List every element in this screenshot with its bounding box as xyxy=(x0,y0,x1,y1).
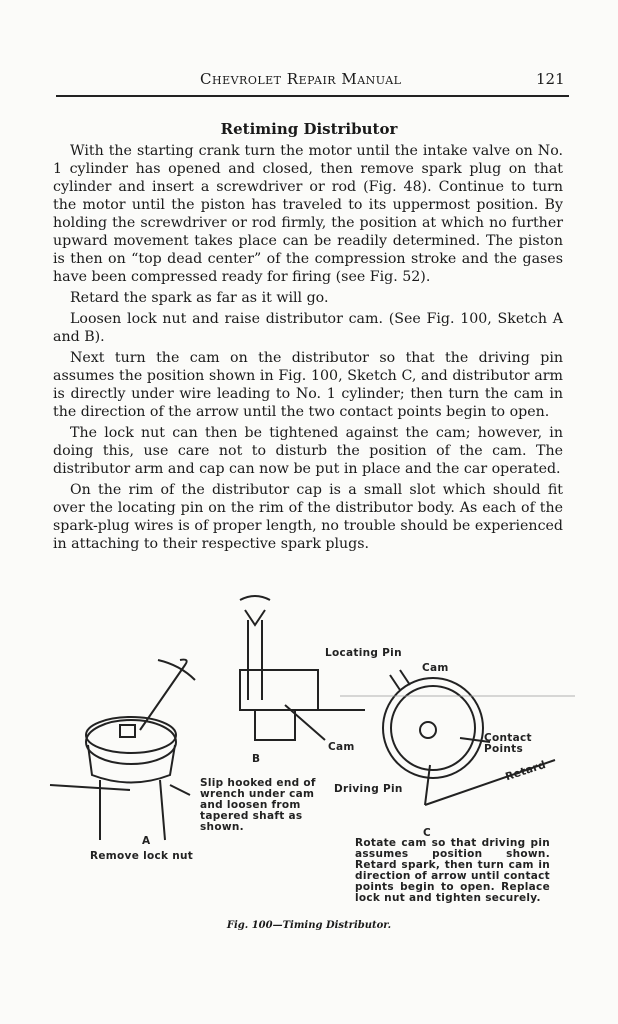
label-retard: Retard xyxy=(504,758,548,784)
label-cam-c: Cam xyxy=(422,662,449,674)
step-b-text: Slip hooked end of wrench under cam and loosen from tapered shaft as shown. xyxy=(200,777,316,833)
label-driving-pin: Driving Pin xyxy=(334,783,403,795)
label-locating-pin: Locating Pin xyxy=(325,647,402,659)
paragraph: Next turn the cam on the distributor so that the driving pin assumes the position shown in Fig. 100, Sketch C, and distributor arm is directly under wire leading to No. 1 cylinder; then turn the cam in the direction of the arrow until the two contact points begin to open. xyxy=(53,350,563,420)
sketch-b-drawing xyxy=(240,596,365,740)
paragraph: The lock nut can then be tightened against the cam; however, in doing this, use care not to disturb the position of the cam. The distributor arm and cap can now be put in place and the car operated. xyxy=(53,425,563,477)
running-head: Chevrolet Repair Manual xyxy=(200,70,402,88)
section-title: Retiming Distributor xyxy=(220,120,398,138)
paragraph: With the starting crank turn the motor until the intake valve on No. 1 cylinder has opened and closed, then remove spark plug on that cylinder and insert a screwdriver or rod (Fig. 48). Continue to turn the motor until the piston has traveled to its uppermost position. By holding the screwdriver or rod firmly, the position at which no further upward movement takes place can be readily determined. The piston is then on “top dead center” of the compression stroke and the gases have been compressed ready for firing (see Fig. 52). xyxy=(53,143,563,285)
paragraph: Loosen lock nut and raise distributor cam. (See Fig. 100, Sketch A and B). xyxy=(53,311,563,345)
figure-caption: Fig. 100—Timing Distributor. xyxy=(226,920,392,931)
step-a-text: Remove lock nut xyxy=(90,850,194,862)
label-cam-b: Cam xyxy=(328,741,355,753)
step-c-text: Rotate cam so that driving pin assumes position shown. Retard spark, then turn cam in direction of arrow until contact points begin to open. Replace lock nut and tighten securely. xyxy=(355,837,550,904)
sketch-a-drawing xyxy=(50,660,195,840)
label-sketch-a: A xyxy=(142,835,151,847)
label-contact-points: Contact Points xyxy=(484,732,532,755)
label-sketch-b: B xyxy=(252,753,261,765)
paragraph: Retard the spark as far as it will go. xyxy=(70,290,329,306)
paragraph: On the rim of the distributor cap is a small slot which should fit over the locating pin on the rim of the distributor body. As each of the spark-plug wires is of proper length, no trouble should be experienced in attaching to their respective spark plugs. xyxy=(53,482,563,552)
label-sketch-c: C xyxy=(423,827,432,839)
page-number: 121 xyxy=(536,70,565,88)
